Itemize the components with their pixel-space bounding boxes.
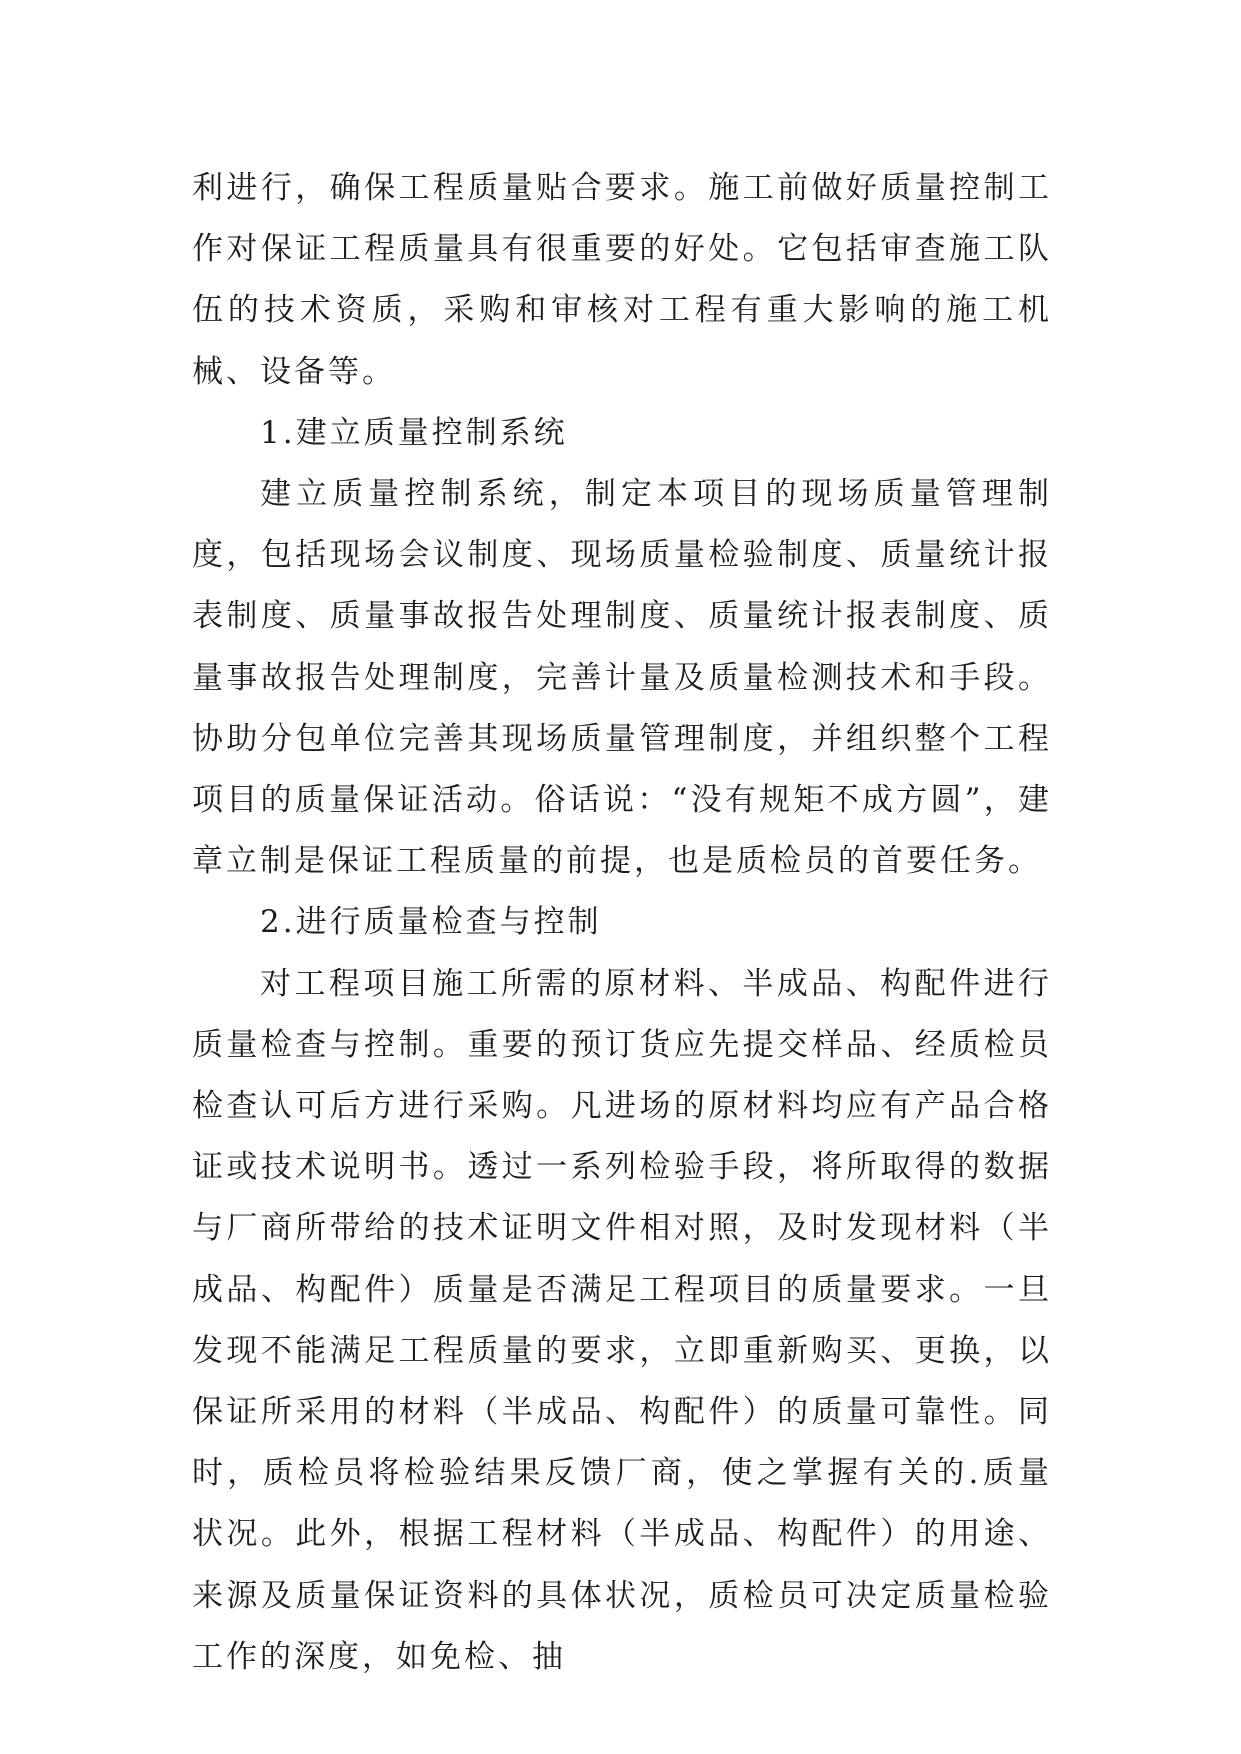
paragraph-continuation: 利进行，确保工程质量贴合要求。施工前做好质量控制工作对保证工程质量具有很重要的好处。它包括审查施工队伍的技术资质，采购和审核对工程有重大影响的施工机械、设备等。: [192, 170, 1052, 390]
section-heading-1: 1.建立质量控制系统: [260, 414, 568, 451]
section-heading-2: 2.进行质量检查与控制: [260, 904, 602, 941]
document-body: [192, 158, 1052, 1688]
paragraph-quality-inspection: 对工程项目施工所需的原材料、半成品、构配件进行质量检查与控制。重要的预订货应先提交样品、经质检员检查认可后方进行采购。凡进场的原材料均应有产品合格证或技术说明书。透过一系列检验手段，将所取得的数据与厂商所带给的技术证明文件相对照，及时发现材料（半成品、构配件）质量是否满足工程项目的质量要求。一旦发现不能满足工程质量的要求，立即重新购买、更换，以保证所采用的材料（半成品、构配件）的质量可靠性。同时，质检员将检验结果反馈厂商，使之掌握有关的.质量状况。此外，根据工程材料（半成品、构配件）的用途、来源及质量保证资料的具体状况，质检员可决定质量检验工作的深度，如免检、抽: [192, 965, 1052, 1675]
paragraph-quality-system: 建立质量控制系统，制定本项目的现场质量管理制度，包括现场会议制度、现场质量检验制度、质量统计报表制度、质量事故报告处理制度、质量统计报表制度、质量事故报告处理制度，完善计量及质量检测技术和手段。协助分包单位完善其现场质量管理制度，并组织整个工程项目的质量保证活动。俗话说：“没有规矩不成方圆”，建章立制是保证工程质量的前提，也是质检员的首要任务。: [192, 476, 1052, 880]
